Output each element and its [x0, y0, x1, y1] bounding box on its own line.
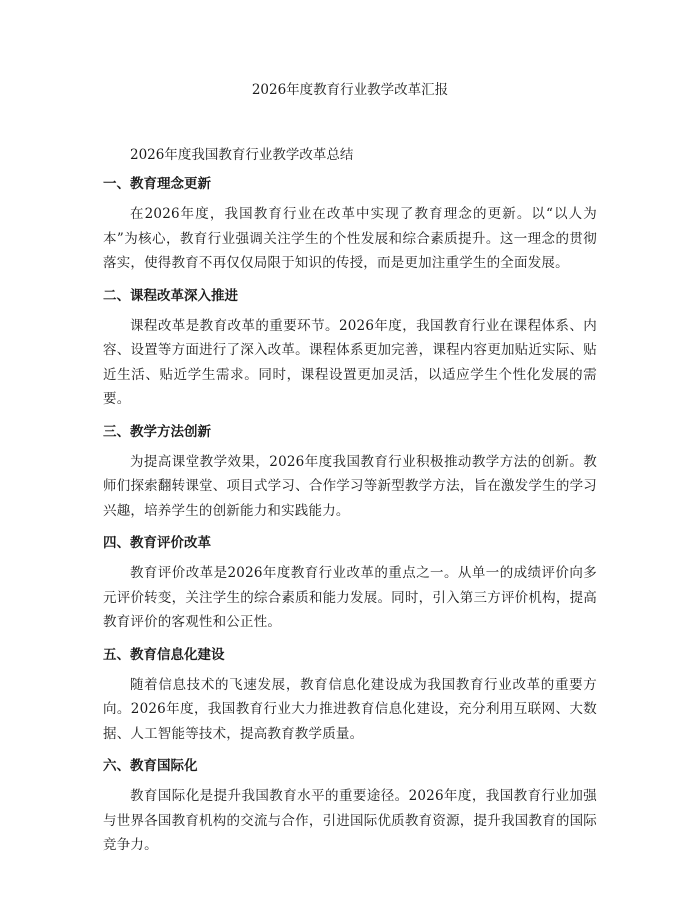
section-evaluation-reform: [103, 533, 597, 635]
section-informatization: [103, 645, 597, 747]
document-content: [103, 174, 597, 868]
section-heading: 三、教学方法创新: [103, 423, 211, 440]
section-body: 教育国际化是提升我国教育水平的重要途径。2026年度，我国教育行业加强与世界各国教育机构的交流与合作，引进国际优质教育资源，提升我国教育的国际竞争力。: [103, 788, 597, 853]
section-heading: 一、教育理念更新: [103, 176, 211, 192]
section-education-philosophy: [103, 174, 597, 276]
section-body: 为提高课堂教学效果，2026年度我国教育行业积极推动教学方法的创新。教师们探索翻转课堂、项目式学习、合作学习等新型教学方法，旨在激发学生的学习兴趣，培养学生的创新能力和实践能力。: [103, 453, 597, 519]
section-body: 课程改革是教育改革的重要环节。2026年度，我国教育行业在课程体系、内容、设置等方面进行了深入改革。课程体系更加完善，课程内容更加贴近实际、贴近生活、贴近学生需求。同时，课程设置更加灵活，以适应学生个性化发展的需要。: [103, 317, 597, 407]
section-body: 教育评价改革是2026年度教育行业改革的重点之一。从单一的成绩评价向多元评价转变，关注学生的综合素质和能力发展。同时，引入第三方评价机构，提高教育评价的客观性和公正性。: [103, 565, 597, 630]
section-heading: 二、课程改革深入推进: [103, 287, 238, 304]
section-body: 在2026年度，我国教育行业在改革中实现了教育理念的更新。以“以人为本”为核心，教育行业强调关注学生的个性发展和综合素质提升。这一理念的贯彻落实，使得教育不再仅仅局限于知识的传授，而是更加注重学生的全面发展。: [103, 206, 597, 271]
document-intro: 2026年度我国教育行业教学改革总结: [130, 147, 354, 163]
section-heading: 六、教育国际化: [103, 758, 198, 774]
section-body: 随着信息技术的飞速发展，教育信息化建设成为我国教育行业改革的重要方向。2026年度，我国教育行业大力推进教育信息化建设，充分利用互联网、大数据、人工智能等技术，提高教育教学质量。: [103, 676, 597, 742]
document-title: 2026年度教育行业教学改革汇报: [251, 82, 449, 98]
section-teaching-method: [103, 422, 597, 524]
section-heading: 五、教育信息化建设: [103, 646, 225, 663]
section-heading: 四、教育评价改革: [103, 535, 211, 551]
section-curriculum-reform: [103, 286, 597, 412]
section-internationalization: [103, 756, 597, 858]
